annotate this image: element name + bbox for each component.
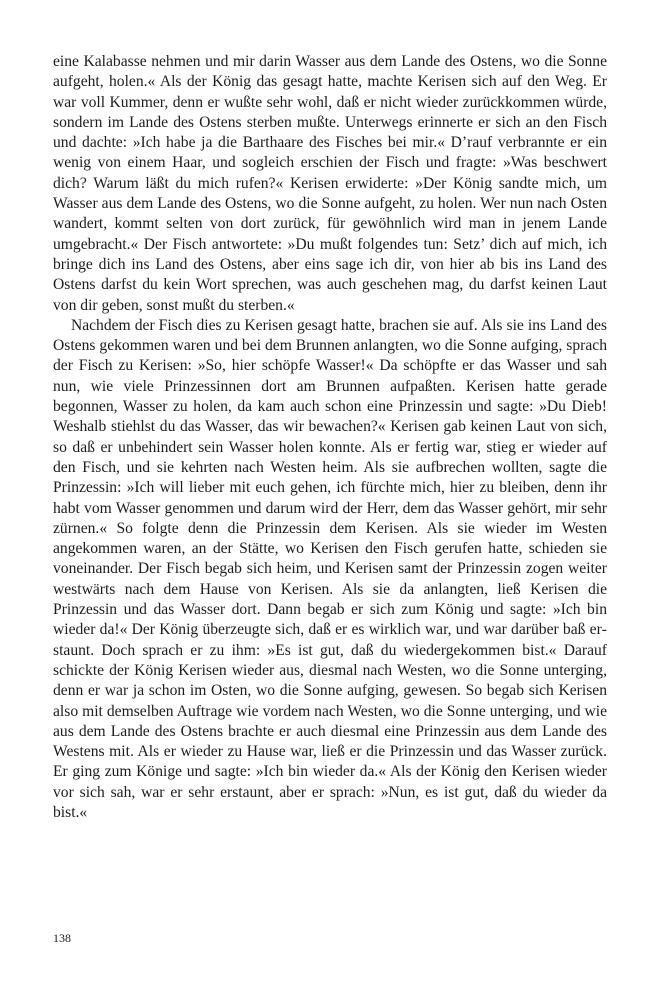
page-number: 138 [53,931,71,945]
paragraph: Nachdem der Fisch dies zu Kerisen gesagt hatte, brachen sie auf. Als sie ins Land des Ostens gekommen waren und bei dem Brunnen anlangten, wo die Sonne aufging, sprach der Fisch zu Kerisen: »So, hier schöpfe Wasser!« Da schöpfte er das Wasser und sah nun, wie viele Prinzessinnen dort am Brunnen aufpaßten. Kerisen hatte gerade begonnen, Wasser zu holen, da kam auch schon eine Prinzessin und sagte: »Du Dieb! Weshalb stiehlst du das Wasser, das wir bewachen?« Kerisen gab keinen Laut von sich, so daß er unbehindert sein Wasser holen konnte. Als er fertig war, stieg er wieder auf den Fisch, und sie kehrten nach Westen heim. Als sie aufbrechen wollten, sagte die Prinzessin: »Ich will lieber mit euch gehen, ich fürchte mich, hier zu bleiben, denn ihr habt vom Wasser genommen und darum wird der Herr, dem das Wasser gehört, mir sehr zürnen.« So folgte denn die Prinzessin dem Kerisen. Als sie wieder im Westen angekommen waren, an der Stätte, wo Kerisen den Fisch gerufen hatte, schieden sie voneinander. Der Fisch begab sich heim, und Kerisen samt der Prinzessin zogen weiter westwärts nach dem Hause von Kerisen. Als sie da anlangten, ließ Kerisen die Prinzessin und das Wasser dort. Dann begab er sich zum König und sagte: »Ich bin wieder da!« Der König überzeugte sich, daß er es wirklich war, und war darüber baß erstaunt. Doch sprach er zu ihm: »Es ist gut, daß du wiedergekommen bist.« Darauf schickte der König Kerisen wieder aus, diesmal nach Westen, wo die Sonne unterging, denn er war ja schon im Osten, wo die Sonne aufging, gewesen. So begab sich Kerisen also mit demselben Auftrage wie vordem nach Westen, wo die Sonne unterging, und wie aus dem Lande des Ostens brachte er auch diesmal eine Prinzessin aus dem Lande des Westens mit. Als er wieder zu Hause war, ließ er die Prinzessin und das Wasser zurück. Er ging zum Könige und sagte: »Ich bin wieder da.« Als der König den Kerisen wieder vor sich sah, war er sehr erstaunt, aber er sprach: »Nun, es ist gut, daß du wieder da bist.« [53,316,607,821]
page-body [53,52,607,823]
paragraph-continued: eine Kalabasse nehmen und mir darin Wasser aus dem Lande des Ostens, wo die Sonne aufgeht, holen.« Als der König das gesagt hatte, machte Kerisen sich auf den Weg. Er war voll Kummer, denn er wußte sehr wohl, daß er nicht wieder zurückkommen würde, sondern im Lande des Ostens sterben mußte. Unterwegs erinnerte er sich an den Fisch und dachte: »Ich habe ja die Barthaare des Fisches bei mir.« D’rauf verbrannte er ein wenig von einem Haar, und sogleich erschien der Fisch und fragte: »Was beschwert dich? Warum läßt du mich rufen?« Kerisen erwiderte: »Der König sandte mich, um Wasser aus dem Lande des Ostens, wo die Sonne aufgeht, zu holen. Wer nun nach Osten wandert, kommt selten von dort zurück, für gewöhnlich wird man in jenem Lande umgebracht.« Der Fisch antwortete: »Du mußt folgendes tun: Setz’ dich auf mich, ich bringe dich ins Land des Ostens, aber eins sage ich dir, von hier ab bis ins Land des Ostens darfst du kein Wort sprechen, was auch geschehen mag, du darfst keinen Laut von dir geben, sonst mußt du sterben.« [53,53,607,314]
